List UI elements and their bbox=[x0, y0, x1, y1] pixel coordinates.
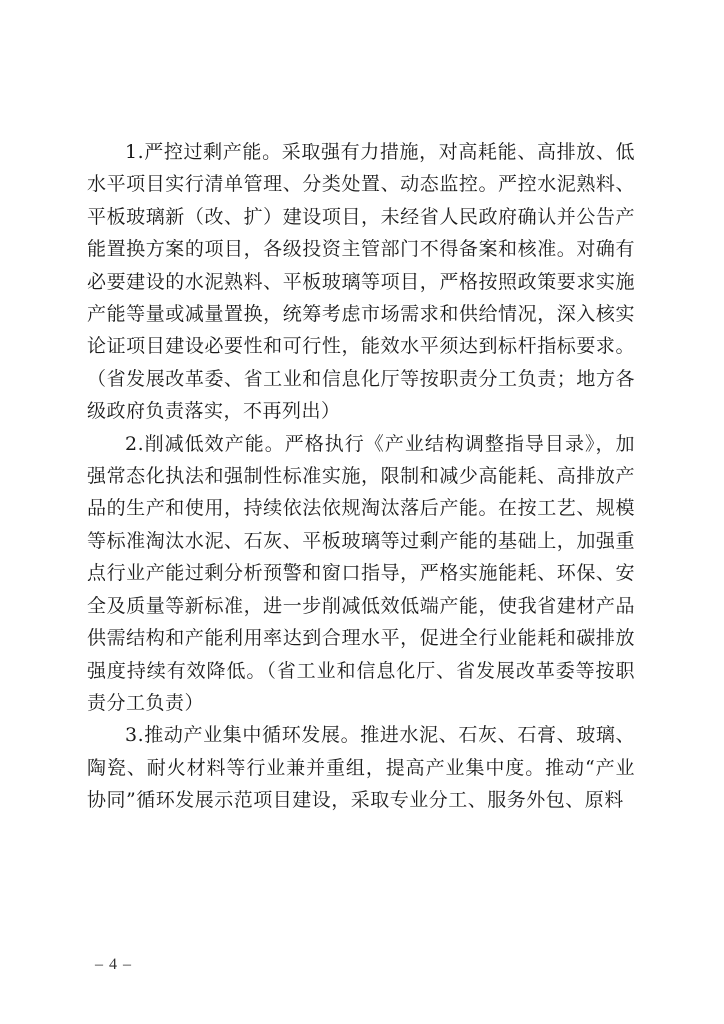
paragraph-strict-control-overcapacity: 1.严控过剩产能。采取强有力措施，对高耗能、高排放、低水平项目实行清单管理、分类处置、动态监控。严控水泥熟料、平板玻璃新（改、扩）建设项目，未经省人民政府确认并公告产能置换方案的项目，各级投资主管部门不得备案和核准。对确有必要建设的水泥熟料、平板玻璃等项目，严格按照政策要求实施产能等量或减量置换，统筹考虑市场需求和供给情况，深入核实论证项目建设必要性和可行性，能效水平须达到标杆指标要求。（省发展改革委、省工业和信息化厅等按职责分工负责；地方各级政府负责落实，不再列出） bbox=[87, 141, 635, 423]
page-number: – 4 – bbox=[95, 956, 132, 973]
paragraph-reduce-inefficient-capacity: 2.削减低效产能。严格执行《产业结构调整指导目录》，加强常态化执法和强制性标准实施，限制和减少高能耗、高排放产品的生产和使用，持续依法依规淘汰落后产能。在按工艺、规模等标准淘汰水泥、石灰、平板玻璃等过剩产能的基础上，加强重点行业产能过剩分析预警和窗口指导，严格实施能耗、环保、安全及质量等新标准，进一步削减低效低端产能，使我省建材产品供需结构和产能利用率达到合理水平，促进全行业能耗和碳排放强度持续有效降低。（省工业和信息化厅、省发展改革委等按职责分工负责） bbox=[87, 432, 635, 714]
document-body bbox=[87, 136, 635, 817]
paragraph-industry-concentration: 3.推动产业集中循环发展。推进水泥、石灰、石膏、玻璃、陶瓷、耐火材料等行业兼并重组，提高产业集中度。推动“产业协同”循环发展示范项目建设，采取专业分工、服务外包、原料 bbox=[87, 724, 635, 812]
